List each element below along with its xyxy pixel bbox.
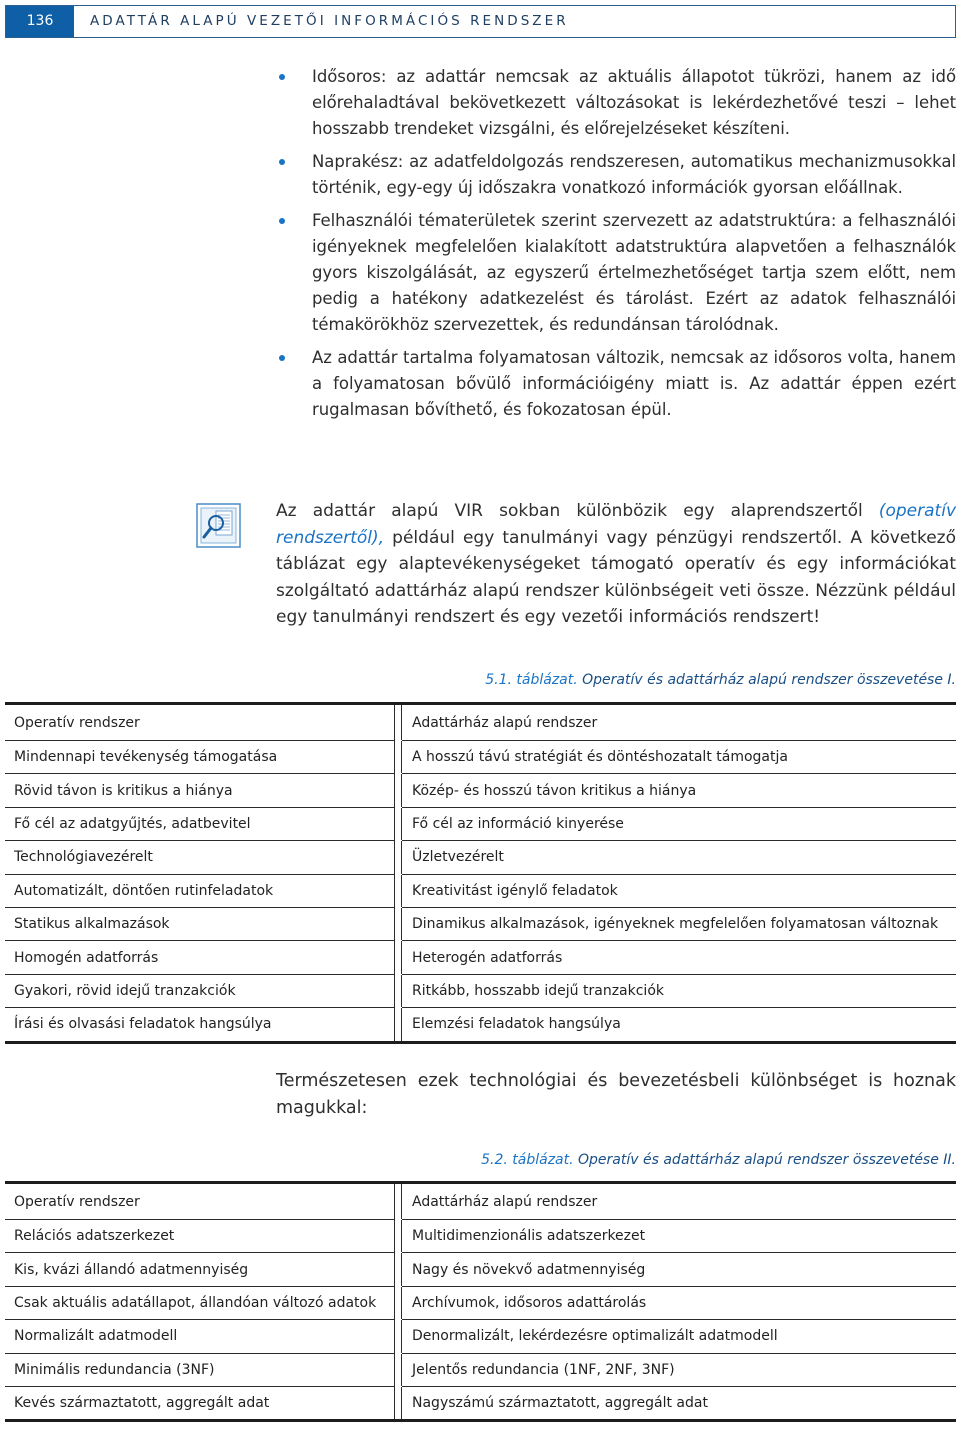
table-row: Csak aktuális adatállapot, állandóan változó adatok Archívumok, idősoros adattárolás	[5, 1286, 956, 1319]
intro-paragraph: Az adattár alapú VIR sokban különbözik egy alaprendszertől (operatív rendszertől), például egy tanulmányi vagy pénzügyi rendszertől. A következő táblázat egy alaptevékenységeket támogató operatív és egy információkat szolgáltató adattárház alapú rendszer különbségeit veti össze. Nézzünk például egy tanulmányi rendszert és egy vezetői információs rendszert!	[276, 501, 956, 627]
bullet-icon	[279, 159, 285, 165]
magnifier-document-icon	[196, 503, 241, 548]
table-row: Mindennapi tevékenység támogatása A hosszú távú stratégiát és döntéshozatalt támogatja	[5, 741, 956, 774]
table-header-row	[5, 1183, 956, 1220]
comparison-table-2	[5, 1181, 956, 1422]
table-header-cell: Adattárház alapú rendszer	[402, 1183, 957, 1220]
highlight-term: (operatív rendszertől),	[276, 501, 956, 548]
table-header-cell: Operatív rendszer	[5, 1183, 395, 1220]
bullet-icon	[279, 355, 285, 361]
list-item: Felhasználói tématerületek szerint szervezett az adatstruktúra: a felhasználói igényeknek megfelelően kialakított adatstruktúra alapvetően a felhasználók gyors kiszolgálását, az egyszerű értelmezhetőséget tartja szem előtt, nem pedig a hatékony adatkezelést és tárolást. Ezért az adatok felhasználói témakörökhöz szervezettek, és redundánsan tárolódnak.	[278, 208, 956, 338]
table-row: Automatizált, döntően rutinfeladatok Kreativitást igénylő feladatok	[5, 874, 956, 907]
table2-caption: 5.2. táblázat. Operatív és adattárház alapú rendszer összevetése II.	[481, 1152, 956, 1168]
table-row: Homogén adatforrás Heterogén adatforrás	[5, 941, 956, 974]
table-row: Kis, kvázi állandó adatmennyiség Nagy és növekvő adatmennyiség	[5, 1253, 956, 1286]
page-number: 136	[6, 6, 74, 37]
table-row: Kevés származtatott, aggregált adat Nagyszámú származtatott, aggregált adat	[5, 1386, 956, 1420]
list-item: Naprakész: az adatfeldolgozás rendszeresen, automatikus mechanizmusokkal történik, egy-egy új időszakra vonatkozó információk gyorsan előállnak.	[278, 149, 956, 201]
bullet-icon	[279, 74, 285, 80]
table-row: Gyakori, rövid idejű tranzakciók Ritkább, hosszabb idejű tranzakciók	[5, 974, 956, 1007]
table-row: Írási és olvasási feladatok hangsúlya Elemzési feladatok hangsúlya	[5, 1008, 956, 1042]
table-row: Relációs adatszerkezet Multidimenzionális adatszerkezet	[5, 1220, 956, 1253]
table-row: Rövid távon is kritikus a hiánya Közép- és hosszú távon kritikus a hiánya	[5, 774, 956, 807]
table-row: Normalizált adatmodell Denormalizált, lekérdezésre optimalizált adatmodell	[5, 1320, 956, 1353]
table-row: Fő cél az adatgyűjtés, adatbevitel Fő cél az információ kinyerése	[5, 807, 956, 840]
table-row: Technológiavezérelt Üzletvezérelt	[5, 841, 956, 874]
middle-paragraph: Természetesen ezek technológiai és bevezetésbeli különbséget is hoznak magukkal:	[276, 1071, 956, 1118]
bullet-list	[278, 64, 956, 430]
table-row: Minimális redundancia (3NF) Jelentős redundancia (1NF, 2NF, 3NF)	[5, 1353, 956, 1386]
table-header-cell: Operatív rendszer	[5, 704, 395, 741]
bullet-icon	[279, 218, 285, 224]
list-item: Az adattár tartalma folyamatosan változik, nemcsak az idősoros volta, hanem a folyamatosan bővülő információigény miatt is. Az adattár éppen ezért rugalmasan bővíthető, és fokozatosan épül.	[278, 345, 956, 423]
table1-caption: 5.1. táblázat. Operatív és adattárház alapú rendszer összevetése I.	[485, 672, 956, 688]
table-header-row	[5, 704, 956, 741]
comparison-table-1	[5, 702, 956, 1044]
table-header-cell: Adattárház alapú rendszer	[402, 704, 957, 741]
running-title: ADATTÁR ALAPÚ VEZETŐI INFORMÁCIÓS RENDSZER	[90, 13, 569, 29]
table-row: Statikus alkalmazások Dinamikus alkalmazások, igényeknek megfelelően folyamatosan változnak	[5, 907, 956, 940]
page-header	[5, 5, 956, 38]
list-item: Idősoros: az adattár nemcsak az aktuális állapotot tükrözi, hanem az idő előrehaladtával bekövetkezett változásokat is lekérdezhetővé teszi – lehet hosszabb trendeket vizsgálni, és előrejelzéseket készíteni.	[278, 64, 956, 142]
